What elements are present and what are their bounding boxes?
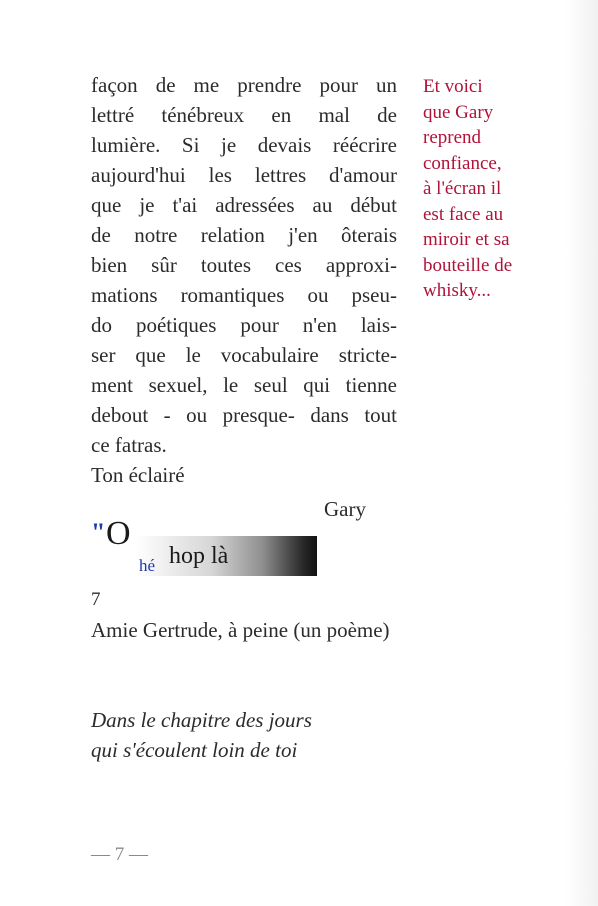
margin-note-line: Et voici: [423, 76, 483, 97]
body-line: debout - ou presque- dans tout: [91, 403, 397, 427]
body-line: ment sexuel, le seul qui tienne: [91, 373, 397, 397]
banner-hop-text: hop là: [169, 543, 229, 569]
body-line: façon de me prendre pour un: [91, 73, 397, 97]
body-line: aujourd'hui les lettres d'amour: [91, 163, 397, 187]
page-edge-shadow: [566, 0, 598, 906]
margin-note-line: miroir et sa: [423, 229, 510, 250]
letter-signoff: Ton éclairé: [91, 463, 185, 487]
body-line: ser que le vocabulaire stricte-: [91, 343, 397, 367]
margin-note-line: confiance,: [423, 152, 502, 174]
chapter-title: Amie Gertrude, à peine (un poème): [91, 618, 390, 642]
ohe-hop-la-banner: [91, 512, 319, 580]
poem-line: qui s'écoulent loin de toi: [91, 738, 298, 762]
banner-he-text: hé: [139, 556, 156, 575]
margin-note-line: reprend: [423, 127, 482, 148]
page-number: — 7 —: [91, 844, 148, 865]
body-line: que je t'ai adressées au début: [91, 193, 397, 217]
banner-o-letter: O: [106, 515, 131, 552]
poem-line: Dans le chapitre des jours: [91, 708, 312, 732]
quote-mark: ": [91, 518, 106, 547]
margin-note-line: à l'écran il: [423, 178, 502, 199]
body-line: do poétiques pour n'en lais-: [91, 313, 397, 337]
body-line: bien sûr toutes ces approxi-: [91, 253, 397, 277]
margin-note-line: que Gary: [423, 101, 494, 123]
body-line: mations romantiques ou pseu-: [91, 283, 397, 307]
letter-body: [91, 70, 397, 490]
margin-note-line: whisky...: [423, 280, 491, 301]
body-line: lettré ténébreux en mal de: [91, 103, 397, 127]
body-line: ce fatras.: [91, 433, 167, 457]
margin-note-line: est face au: [423, 203, 504, 225]
body-line: lumière. Si je devais réécrire: [91, 133, 397, 157]
margin-note: [423, 74, 543, 304]
letter-signature: Gary: [324, 497, 366, 521]
margin-note-line: bouteille de: [423, 254, 513, 276]
chapter-number: 7: [91, 589, 101, 610]
poem-excerpt: [91, 705, 312, 765]
body-line: de notre relation j'en ôterais: [91, 223, 397, 247]
